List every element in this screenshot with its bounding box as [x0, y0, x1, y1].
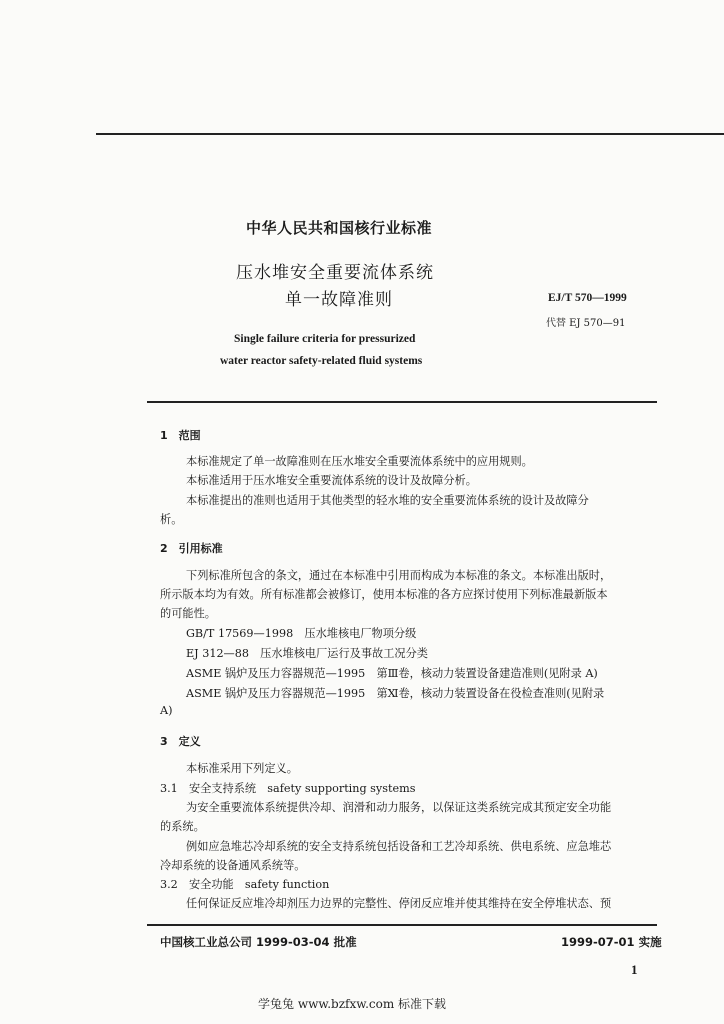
section-2-para-1: 下列标准所包含的条文，通过在本标准中引用而构成为本标准的条文。本标准出版时， [186, 569, 612, 582]
reference-3: ASME 锅炉及压力容器规范—1995 第Ⅲ卷，核动力装置设备建造准则(见附录 A) [186, 667, 598, 680]
section-3-1-para-2: 例如应急堆芯冷却系统的安全支持系统包括设备和工艺冷却系统、供电系统、应急堆芯 [186, 840, 612, 853]
section-2-para-1-line3: 的可能性。 [160, 607, 216, 620]
section-1-para-2: 本标准适用于压水堆安全重要流体系统的设计及故障分析。 [186, 474, 477, 487]
english-title-line1: Single failure criteria for pressurized [234, 333, 416, 345]
section-1-para-3-cont: 析。 [160, 513, 183, 526]
section-1-para-1: 本标准规定了单一故障准则在压水堆安全重要流体系统中的应用规则。 [186, 455, 533, 468]
section-2-heading: 2 引用标准 [160, 542, 223, 555]
section-3-2-heading: 3.2 安全功能 safety function [160, 878, 330, 891]
section-3-1-heading: 3.1 安全支持系统 safety supporting systems [160, 782, 416, 795]
english-title-line2: water reactor safety-related fluid systems [220, 355, 423, 367]
header-rule [147, 401, 657, 403]
effective-date: 1999-07-01 实施 [561, 935, 662, 949]
page-number: 1 [631, 962, 638, 977]
section-1-para-3: 本标准提出的准则也适用于其他类型的轻水堆的安全重要流体系统的设计及故障分 [186, 494, 589, 507]
approval-line: 中国核工业总公司 1999-03-04 批准 [160, 935, 357, 949]
section-3-heading: 3 定义 [160, 735, 201, 748]
org-standard-title: 中华人民共和国核行业标准 [246, 219, 433, 237]
top-rule [96, 133, 724, 135]
section-2-para-1-line2: 所示版本均为有效。所有标准都会被修订，使用本标准的各方应探讨使用下列标准最新版本 [160, 588, 608, 601]
reference-1: GB/T 17569—1998 压水堆核电厂物项分级 [186, 627, 417, 640]
section-3-1-para-1-cont: 的系统。 [160, 820, 205, 833]
section-3-1-para-2-cont: 冷却系统的设备通风系统等。 [160, 859, 306, 872]
reference-4-cont: A) [160, 704, 173, 717]
reference-2: EJ 312—88 压水堆核电厂运行及事故工况分类 [186, 647, 428, 660]
replaces-code: 代替 EJ 570—91 [546, 318, 626, 329]
reference-4: ASME 锅炉及压力容器规范—1995 第Ⅺ卷，核动力装置设备在役检查准则(见附录 [186, 687, 605, 700]
site-watermark: 学兔兔 www.bzfxw.com 标准下载 [258, 997, 447, 1011]
doc-title-line2: 单一故障准则 [285, 290, 393, 310]
section-3-2-para-1: 任何保证反应堆冷却剂压力边界的完整性、停闭反应堆并使其维持在安全停堆状态、预 [186, 897, 612, 910]
doc-title-line1: 压水堆安全重要流体系统 [236, 263, 434, 283]
section-3-intro: 本标准采用下列定义。 [186, 762, 298, 775]
standard-code: EJ/T 570—1999 [548, 292, 627, 304]
section-3-1-para-1: 为安全重要流体系统提供冷却、润滑和动力服务，以保证这类系统完成其预定安全功能 [186, 801, 612, 814]
footer-rule [147, 924, 657, 926]
section-1-heading: 1 范围 [160, 429, 201, 442]
